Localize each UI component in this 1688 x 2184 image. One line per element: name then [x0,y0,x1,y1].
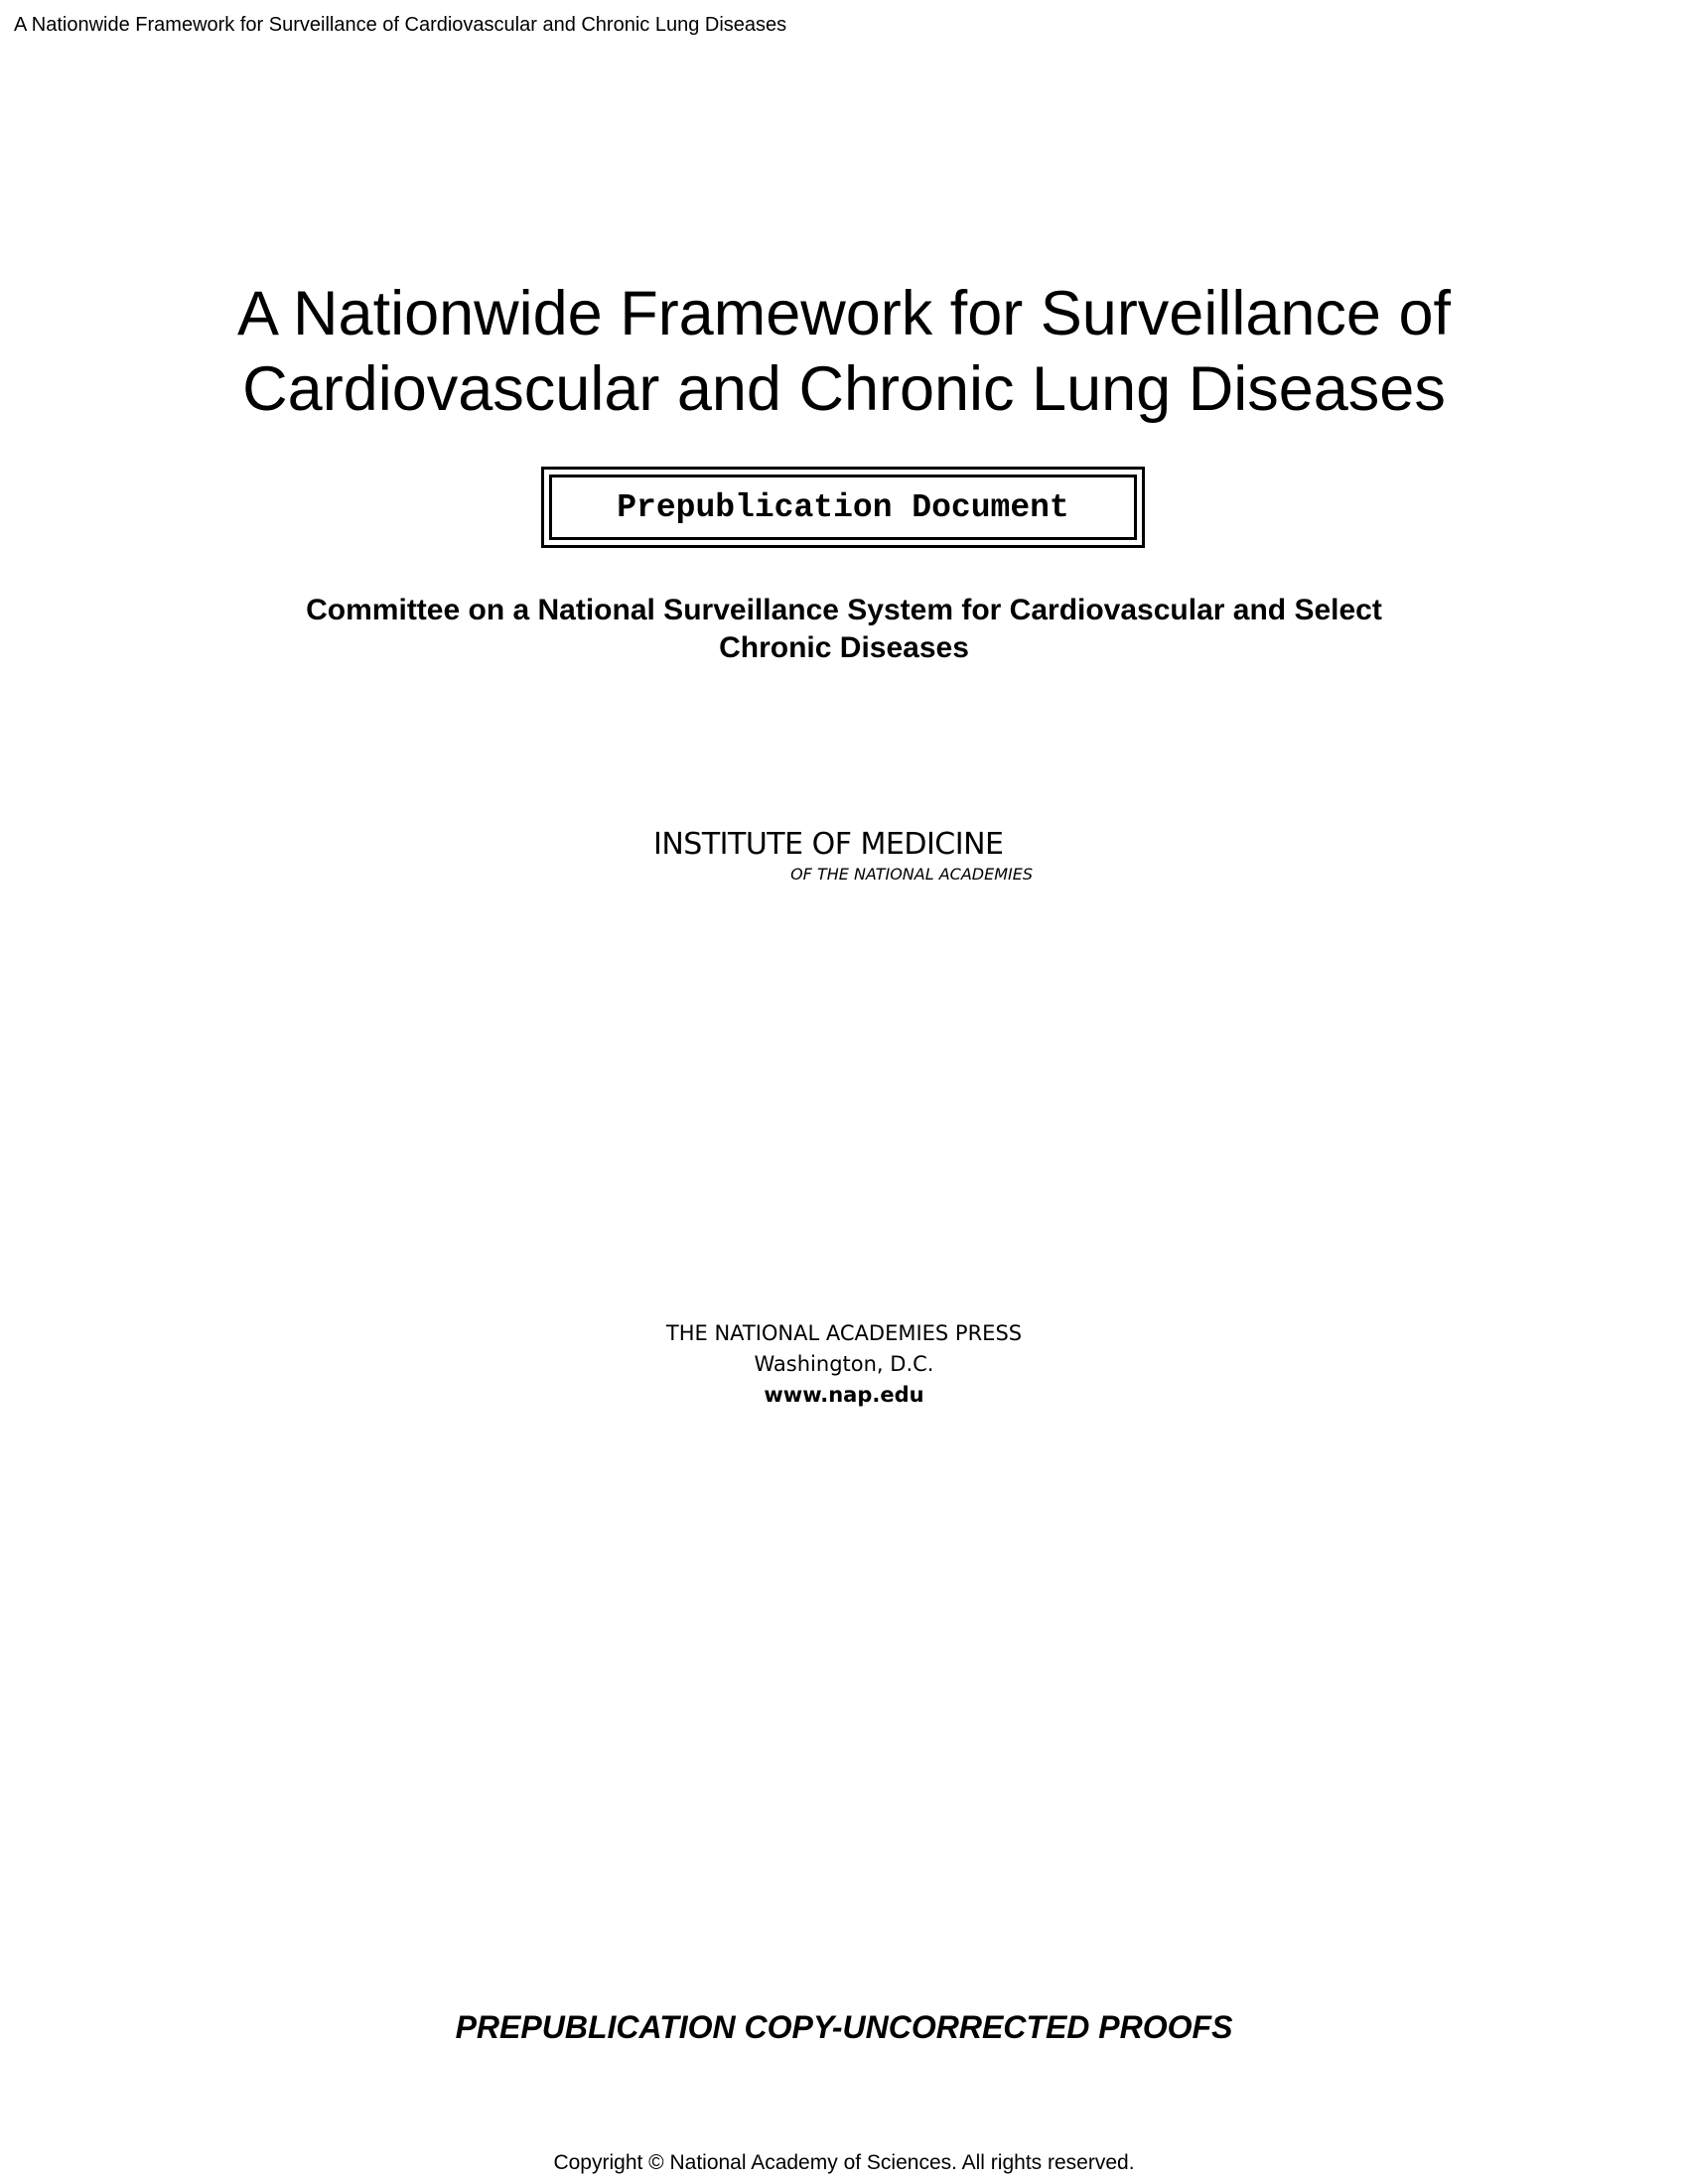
title-line-1: A Nationwide Framework for Surveillance of [236,279,1451,348]
copyright-footer: Copyright © National Academy of Sciences. All rights reserved. [553,2151,1135,2174]
publisher-block [0,1318,1688,1411]
document-title [0,276,1688,427]
proofs-notice: PREPUBLICATION COPY-UNCORRECTED PROOFS [455,2009,1233,2045]
running-header: A Nationwide Framework for Surveillance of Cardiovascular and Chronic Lung Diseases [14,14,787,36]
publisher-name: THE NATIONAL ACADEMIES PRESS [665,1321,1023,1345]
publisher-url[interactable]: www.nap.edu [764,1383,924,1407]
prepublication-badge [541,467,1145,548]
institute-subtitle: OF THE NATIONAL ACADEMIES [790,865,1033,884]
publisher-city: Washington, D.C. [754,1352,934,1376]
committee-line-2: Chronic Diseases [719,631,969,664]
title-line-2: Cardiovascular and Chronic Lung Diseases [242,354,1446,424]
committee-name [0,592,1688,667]
committee-line-1: Committee on a National Surveillance System for Cardiovascular and Select [306,594,1382,626]
institute-name: INSTITUTE OF MEDICINE [653,827,1004,862]
institute-logo [653,826,1033,886]
prepublication-badge-label: Prepublication Document [549,475,1137,540]
